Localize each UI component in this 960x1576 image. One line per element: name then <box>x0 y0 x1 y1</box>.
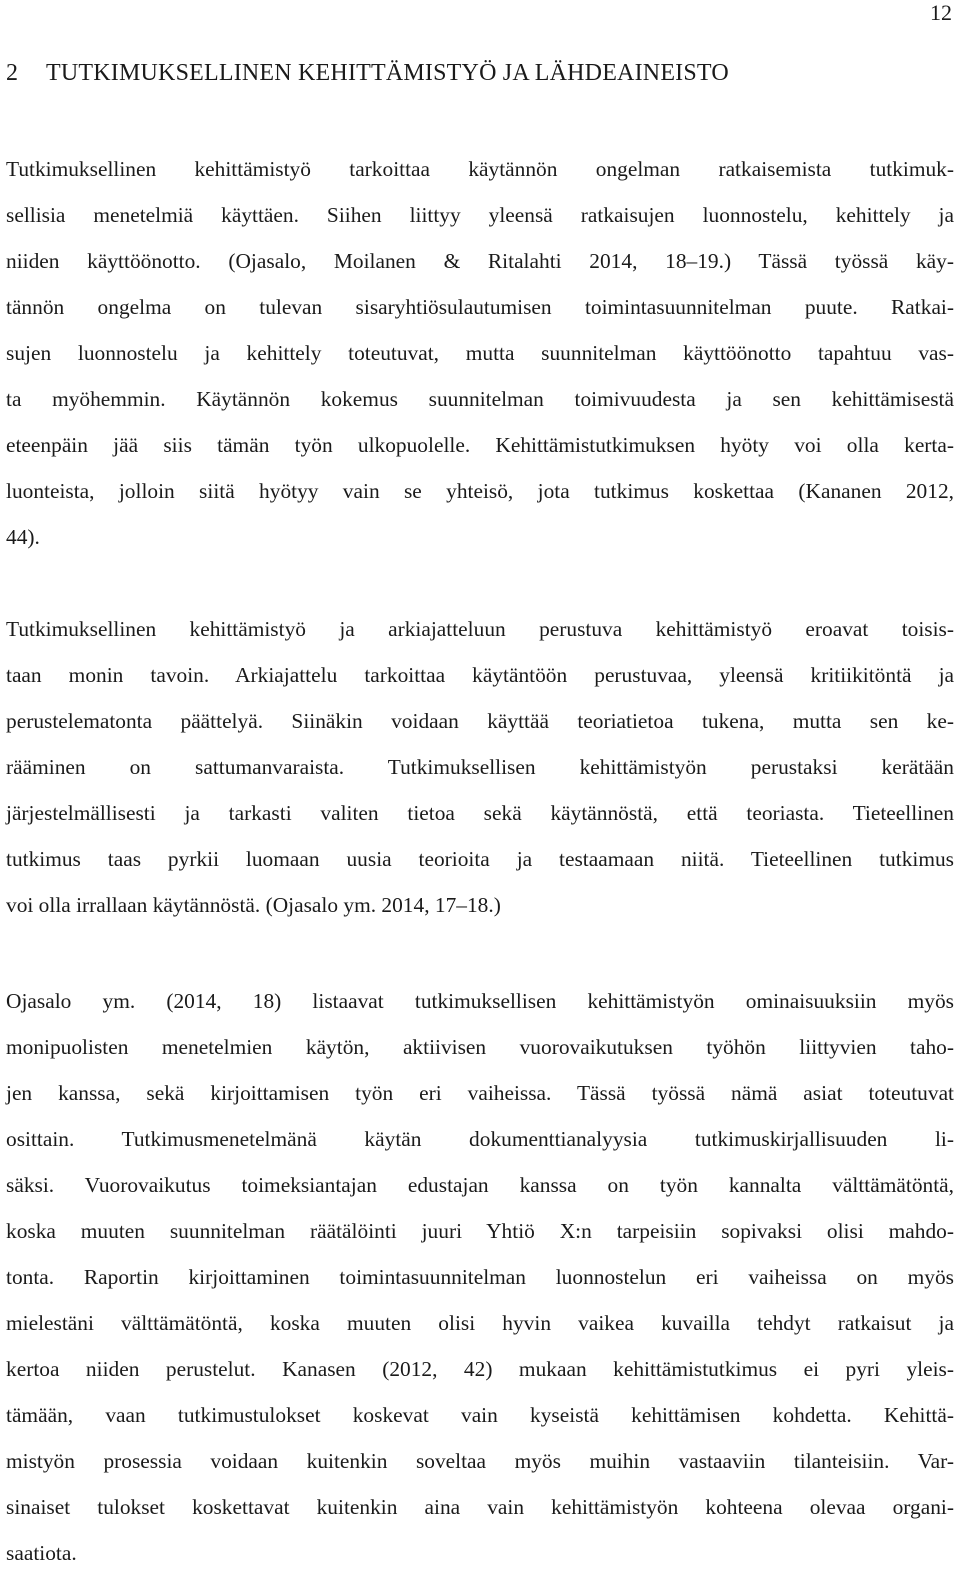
text-line: Ojasalo ym. (2014, 18) listaavat tutkimuksellisen kehittämistyön ominaisuuksiin myös <box>6 989 954 1013</box>
text-line: tutkimus taas pyrkii luomaan uusia teorioita ja testaamaan niitä. Tieteellinen tutkimus <box>6 847 954 871</box>
text-line: jen kanssa, sekä kirjoittamisen työn eri vaiheissa. Tässä työssä nämä asiat toteutuvat <box>6 1081 954 1105</box>
text-line: osittain. Tutkimusmenetelmänä käytän dokumenttianalyysia tutkimuskirjallisuuden li- <box>6 1127 954 1151</box>
section-number: 2 <box>6 60 19 86</box>
text-line: sinaiset tulokset koskettavat kuitenkin aina vain kehittämistyön kohteena olevaa organi- <box>6 1495 954 1519</box>
text-line: sellisia menetelmiä käyttäen. Siihen liittyy yleensä ratkaisujen luonnostelu, kehittely ja <box>6 203 954 227</box>
text-line: taan monin tavoin. Arkiajattelu tarkoittaa käytäntöön perustuvaa, yleensä kritiikitöntä ja <box>6 663 954 687</box>
text-line: säksi. Vuorovaikutus toimeksiantajan edustajan kanssa on työn kannalta välttämätöntä, <box>6 1173 954 1197</box>
text-line: tännön ongelma on tulevan sisaryhtiösulautumisen toimintasuunnitelman puute. Ratkai- <box>6 295 954 319</box>
text-line: Tutkimuksellinen kehittämistyö tarkoittaa käytännön ongelman ratkaisemista tutkimuk- <box>6 157 954 181</box>
text-line: luonteista, jolloin siitä hyötyy vain se yhteisö, jota tutkimus koskettaa (Kananen 2012, <box>6 479 954 503</box>
text-line: ta myöhemmin. Käytännön kokemus suunnitelman toimivuudesta ja sen kehittämisestä <box>6 387 954 411</box>
text-line: koska muuten suunnitelman räätälöinti juuri Yhtiö X:n tarpeisiin sopivaksi olisi mahdo- <box>6 1219 954 1243</box>
paragraph-3 <box>6 978 954 1576</box>
text-line: eteenpäin jää siis tämän työn ulkopuolelle. Kehittämistutkimuksen hyöty voi olla kerta- <box>6 433 954 457</box>
text-line: monipuolisten menetelmien käytön, aktiivisen vuorovaikutuksen työhön liittyvien taho- <box>6 1035 954 1059</box>
page-number: 12 <box>930 0 952 25</box>
text-line: voi olla irrallaan käytännöstä. (Ojasalo ym. 2014, 17–18.) <box>6 893 501 917</box>
text-line: Tutkimuksellinen kehittämistyö ja arkiajatteluun perustuva kehittämistyö eroavat toisis- <box>6 617 954 641</box>
text-line: kertoa niiden perustelut. Kanasen (2012, 42) mukaan kehittämistutkimus ei pyri yleis- <box>6 1357 954 1381</box>
text-line: perustelematonta päättelyä. Siinäkin voidaan käyttää teoriatietoa tukena, mutta sen ke- <box>6 709 954 733</box>
text-line: tonta. Raportin kirjoittaminen toimintasuunnitelman luonnostelun eri vaiheissa on myös <box>6 1265 954 1289</box>
section-title: TUTKIMUKSELLINEN KEHITTÄMISTYÖ JA LÄHDEAINEISTO <box>46 60 729 86</box>
text-line: tämään, vaan tutkimustulokset koskevat vain kyseistä kehittämisen kohdetta. Kehittä- <box>6 1403 954 1427</box>
text-line: mistyön prosessia voidaan kuitenkin soveltaa myös muihin vastaaviin tilanteisiin. Var- <box>6 1449 954 1473</box>
text-line: niiden käyttöönotto. (Ojasalo, Moilanen & Ritalahti 2014, 18–19.) Tässä työssä käy- <box>6 249 954 273</box>
paragraph-1 <box>6 146 954 560</box>
text-line: 44). <box>6 525 40 549</box>
text-line: saatiota. <box>6 1541 77 1565</box>
text-line: mielestäni välttämätöntä, koska muuten olisi hyvin vaikea kuvailla tehdyt ratkaisut ja <box>6 1311 954 1335</box>
text-line: järjestelmällisesti ja tarkasti valiten tietoa sekä käytännöstä, että teoriasta. Tieteellinen <box>6 801 954 825</box>
paragraph-2 <box>6 606 954 928</box>
text-line: rääminen on sattumanvaraista. Tutkimuksellisen kehittämistyön perustaksi kerätään <box>6 755 954 779</box>
text-line: sujen luonnostelu ja kehittely toteutuvat, mutta suunnitelman käyttöönotto tapahtuu vas- <box>6 341 954 365</box>
section-heading <box>6 58 729 88</box>
